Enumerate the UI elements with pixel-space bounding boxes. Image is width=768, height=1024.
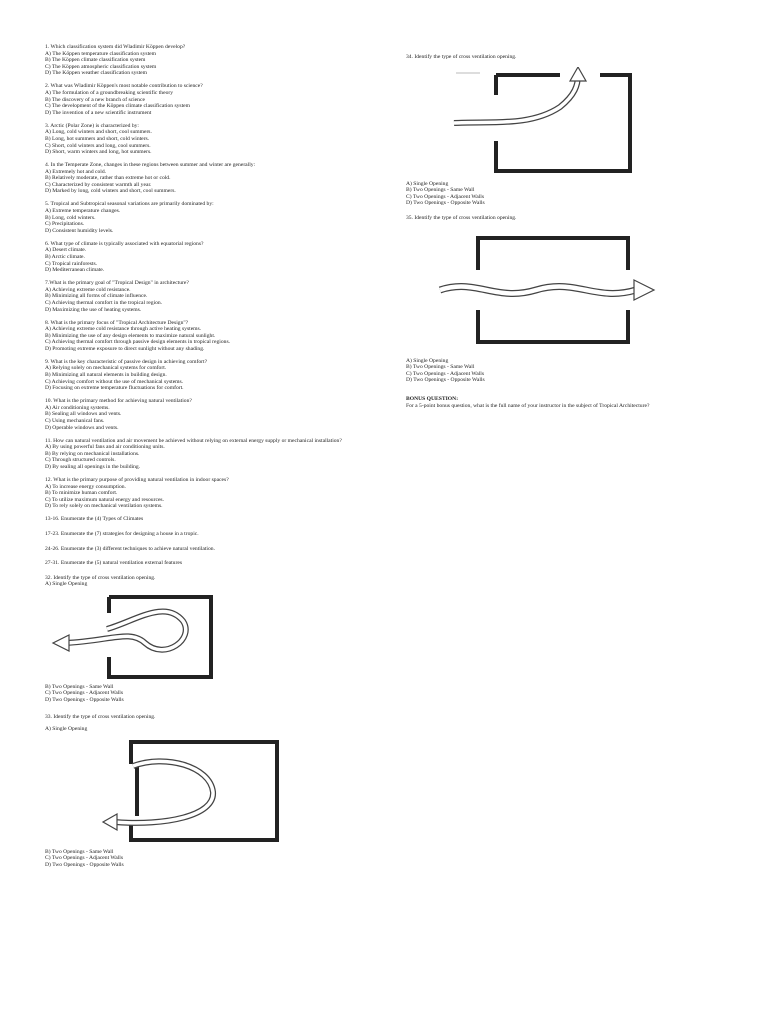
enumeration-24-26: 24-26. Enumerate the (3) different techniques to achieve natural ventilation. bbox=[45, 545, 215, 552]
option-b: B) Sealing all windows and vents. bbox=[45, 411, 122, 418]
option-a: A) Achieving extreme cold resistance. bbox=[45, 286, 131, 293]
option-b: B) Two Openings - Same Wall bbox=[406, 187, 475, 194]
option-b: B) Two Openings - Same Wall bbox=[406, 364, 475, 371]
option-a: A) Single Opening bbox=[45, 726, 88, 733]
option-c: C) Tropical rainforests. bbox=[45, 260, 98, 267]
question-9 bbox=[45, 359, 375, 392]
option-d: D) Mediterranean climate. bbox=[45, 267, 105, 274]
option-a: A) By using powerful fans and air conditioning units. bbox=[45, 444, 165, 451]
option-a: A) Extremely hot and cold. bbox=[45, 168, 107, 175]
question-5 bbox=[45, 201, 375, 234]
option-c: C) To utilize maximum natural energy and resources. bbox=[45, 496, 165, 503]
option-c: C) Short, cold winters and long, cool summers. bbox=[45, 142, 151, 149]
question-stem: 5. Tropical and Subtropical seasonal variations are primarily dominated by: bbox=[45, 201, 214, 208]
option-d: D) To rely solely on mechanical ventilation systems. bbox=[45, 503, 163, 510]
ventilation-diagram-icon bbox=[45, 736, 285, 846]
question-stem: 10. What is the primary method for achieving natural ventilation? bbox=[45, 398, 192, 405]
question-stem: 11. How can natural ventilation and air movement be achieved without relying on external energy supply or mechanical installation? bbox=[45, 437, 342, 444]
option-a: A) Achieving extreme cold resistance through active heating systems. bbox=[45, 326, 202, 333]
question-stem: 6. What type of climate is typically associated with equatorial regions? bbox=[45, 240, 204, 247]
option-d: D) Two Openings - Opposite Walls bbox=[406, 377, 485, 384]
option-a: A) The Köppen temperature classification system bbox=[45, 50, 156, 57]
question-stem: 33. Identify the type of cross ventilation opening. bbox=[45, 713, 156, 720]
option-a: A) Single Opening bbox=[45, 581, 88, 588]
question-34 bbox=[406, 54, 746, 207]
enumeration-13-16: 13-16. Enumerate the (4) Types of Climates bbox=[45, 516, 144, 523]
option-b: B) The discovery of a new branch of science bbox=[45, 96, 145, 103]
option-c: C) Using mechanical fans. bbox=[45, 418, 105, 425]
option-b: B) Long, hot summers and short, cold winters. bbox=[45, 135, 150, 142]
option-d: D) Two Openings - Opposite Walls bbox=[45, 862, 124, 869]
question-33 bbox=[45, 714, 375, 869]
question-6 bbox=[45, 241, 375, 274]
option-b: B) Relatively moderate, rather than extreme hot or cold. bbox=[45, 175, 171, 182]
bonus-question bbox=[406, 396, 746, 409]
enumeration-27-31: 27-31. Enumerate the (5) natural ventilation external features bbox=[45, 560, 182, 567]
option-b: B) Minimizing the use of any design elements to maximize natural sunlight. bbox=[45, 332, 216, 339]
ventilation-diagram-icon bbox=[436, 230, 666, 350]
option-c: C) Two Openings - Adjacent Walls bbox=[406, 193, 485, 200]
option-b: B) Minimizing all forms of climate influence. bbox=[45, 293, 148, 300]
option-b: B) Minimizing all natural elements in building design. bbox=[45, 372, 167, 379]
question-35 bbox=[406, 215, 746, 384]
question-stem: 9. What is the key characteristic of passive design in achieving comfort? bbox=[45, 358, 208, 365]
option-d: D) Consistent humidity levels. bbox=[45, 227, 114, 234]
option-a: A) Long, cold winters and short, cool summers. bbox=[45, 129, 152, 136]
figure-adjacent-walls bbox=[450, 67, 746, 177]
question-3 bbox=[45, 123, 375, 156]
option-d: D) Two Openings - Opposite Walls bbox=[406, 200, 485, 207]
question-stem: 4. In the Temperate Zone, changes in these regions between summer and winter are generally: bbox=[45, 162, 256, 169]
option-a: A) Extreme temperature changes. bbox=[45, 208, 121, 215]
option-a: A) To increase energy consumption. bbox=[45, 483, 126, 490]
figure-opposite-walls bbox=[436, 230, 746, 350]
ventilation-diagram-icon bbox=[45, 591, 215, 681]
question-stem: 3. Arctic (Polar Zone) is characterized by: bbox=[45, 122, 139, 129]
question-stem: 1. Which classification system did Wladimir Köppen develop? bbox=[45, 44, 186, 50]
option-d: D) Maximizing the use of heating systems. bbox=[45, 306, 142, 313]
option-c: C) The development of the Köppen climate classification system bbox=[45, 103, 190, 110]
option-c: C) Achieving thermal comfort through passive design elements in tropical regions. bbox=[45, 339, 231, 346]
option-d: D) Operable windows and vents. bbox=[45, 424, 119, 431]
question-stem: 8. What is the primary focus of "Tropical Architecture Design"? bbox=[45, 319, 189, 326]
option-d: D) The Köppen weather classification system bbox=[45, 70, 147, 77]
option-d: D) By sealing all openings in the building. bbox=[45, 463, 141, 470]
figure-single-opening-u-turn bbox=[45, 736, 375, 846]
question-32 bbox=[45, 575, 375, 704]
option-a: A) Single Opening bbox=[406, 180, 449, 187]
right-column bbox=[406, 54, 746, 416]
option-c: C) Two Openings - Adjacent Walls bbox=[45, 690, 124, 697]
option-b: B) Long, cold winters. bbox=[45, 214, 96, 221]
question-stem: 7.What is the primary goal of "Tropical Design" in architecture? bbox=[45, 280, 189, 287]
ventilation-diagram-icon bbox=[450, 67, 640, 177]
option-d: D) Short, warm winters and long, hot summers. bbox=[45, 149, 152, 156]
enumeration-17-23: 17-23. Enumerate the (7) strategies for designing a house in a tropic. bbox=[45, 530, 199, 537]
option-c: C) The Köppen atmospheric classification system bbox=[45, 63, 157, 70]
option-d: D) Marked by long, cold winters and short, cool summers. bbox=[45, 188, 176, 195]
question-11 bbox=[45, 438, 375, 471]
option-c: C) Precipitations. bbox=[45, 221, 85, 228]
option-b: B) The Köppen climate classification system bbox=[45, 57, 146, 64]
option-b: B) Arctic climate. bbox=[45, 253, 85, 260]
option-d: D) The invention of a new scientific instrument bbox=[45, 109, 152, 116]
option-a: A) Relying solely on mechanical systems for comfort. bbox=[45, 365, 167, 372]
option-c: C) Characterized by consistent warmth all year. bbox=[45, 181, 152, 188]
question-12 bbox=[45, 477, 375, 510]
option-a: A) The formulation of a groundbreaking scientific theory bbox=[45, 89, 174, 96]
option-a: A) Air conditioning systems. bbox=[45, 404, 110, 411]
question-8 bbox=[45, 320, 375, 353]
option-a: A) Desert climate. bbox=[45, 247, 87, 254]
question-4 bbox=[45, 162, 375, 195]
bonus-text: For a 5-point bonus question, what is the full name of your instructor in the subject of Tropical Architecture? bbox=[406, 402, 650, 409]
question-10 bbox=[45, 398, 375, 431]
option-c: C) Through structured controls. bbox=[45, 457, 116, 464]
option-c: C) Achieving thermal comfort in the tropical region. bbox=[45, 299, 163, 306]
option-b: B) By relying on mechanical installations. bbox=[45, 450, 140, 457]
option-b: B) To minimize human comfort. bbox=[45, 490, 118, 497]
option-b: B) Two Openings - Same Wall bbox=[45, 848, 114, 855]
option-d: D) Promoting extreme exposure to direct sunlight without any shading. bbox=[45, 345, 205, 352]
bonus-title: BONUS QUESTION: bbox=[406, 395, 459, 402]
option-c: C) Achieving comfort without the use of mechanical systems. bbox=[45, 378, 184, 385]
question-stem: 32. Identify the type of cross ventilation opening. bbox=[45, 574, 156, 581]
question-stem: 12. What is the primary purpose of providing natural ventilation in indoor spaces? bbox=[45, 476, 229, 483]
question-7 bbox=[45, 280, 375, 313]
option-d: D) Two Openings - Opposite Walls bbox=[45, 697, 124, 704]
figure-single-opening-loop bbox=[45, 591, 375, 681]
option-d: D) Focusing on extreme temperature fluctuations for comfort. bbox=[45, 385, 184, 392]
option-a: A) Single Opening bbox=[406, 357, 449, 364]
option-c: C) Two Openings - Adjacent Walls bbox=[406, 370, 485, 377]
question-stem: 2. What was Wladimir Köppen's most notable contribution to science? bbox=[45, 83, 203, 90]
left-column bbox=[45, 44, 375, 875]
option-b: B) Two Openings - Same Wall bbox=[45, 683, 114, 690]
question-stem: 35. Identify the type of cross ventilation opening. bbox=[406, 214, 517, 221]
question-2 bbox=[45, 83, 375, 116]
option-c: C) Two Openings - Adjacent Walls bbox=[45, 855, 124, 862]
question-1 bbox=[45, 44, 375, 77]
question-stem: 34. Identify the type of cross ventilation opening. bbox=[406, 54, 517, 60]
